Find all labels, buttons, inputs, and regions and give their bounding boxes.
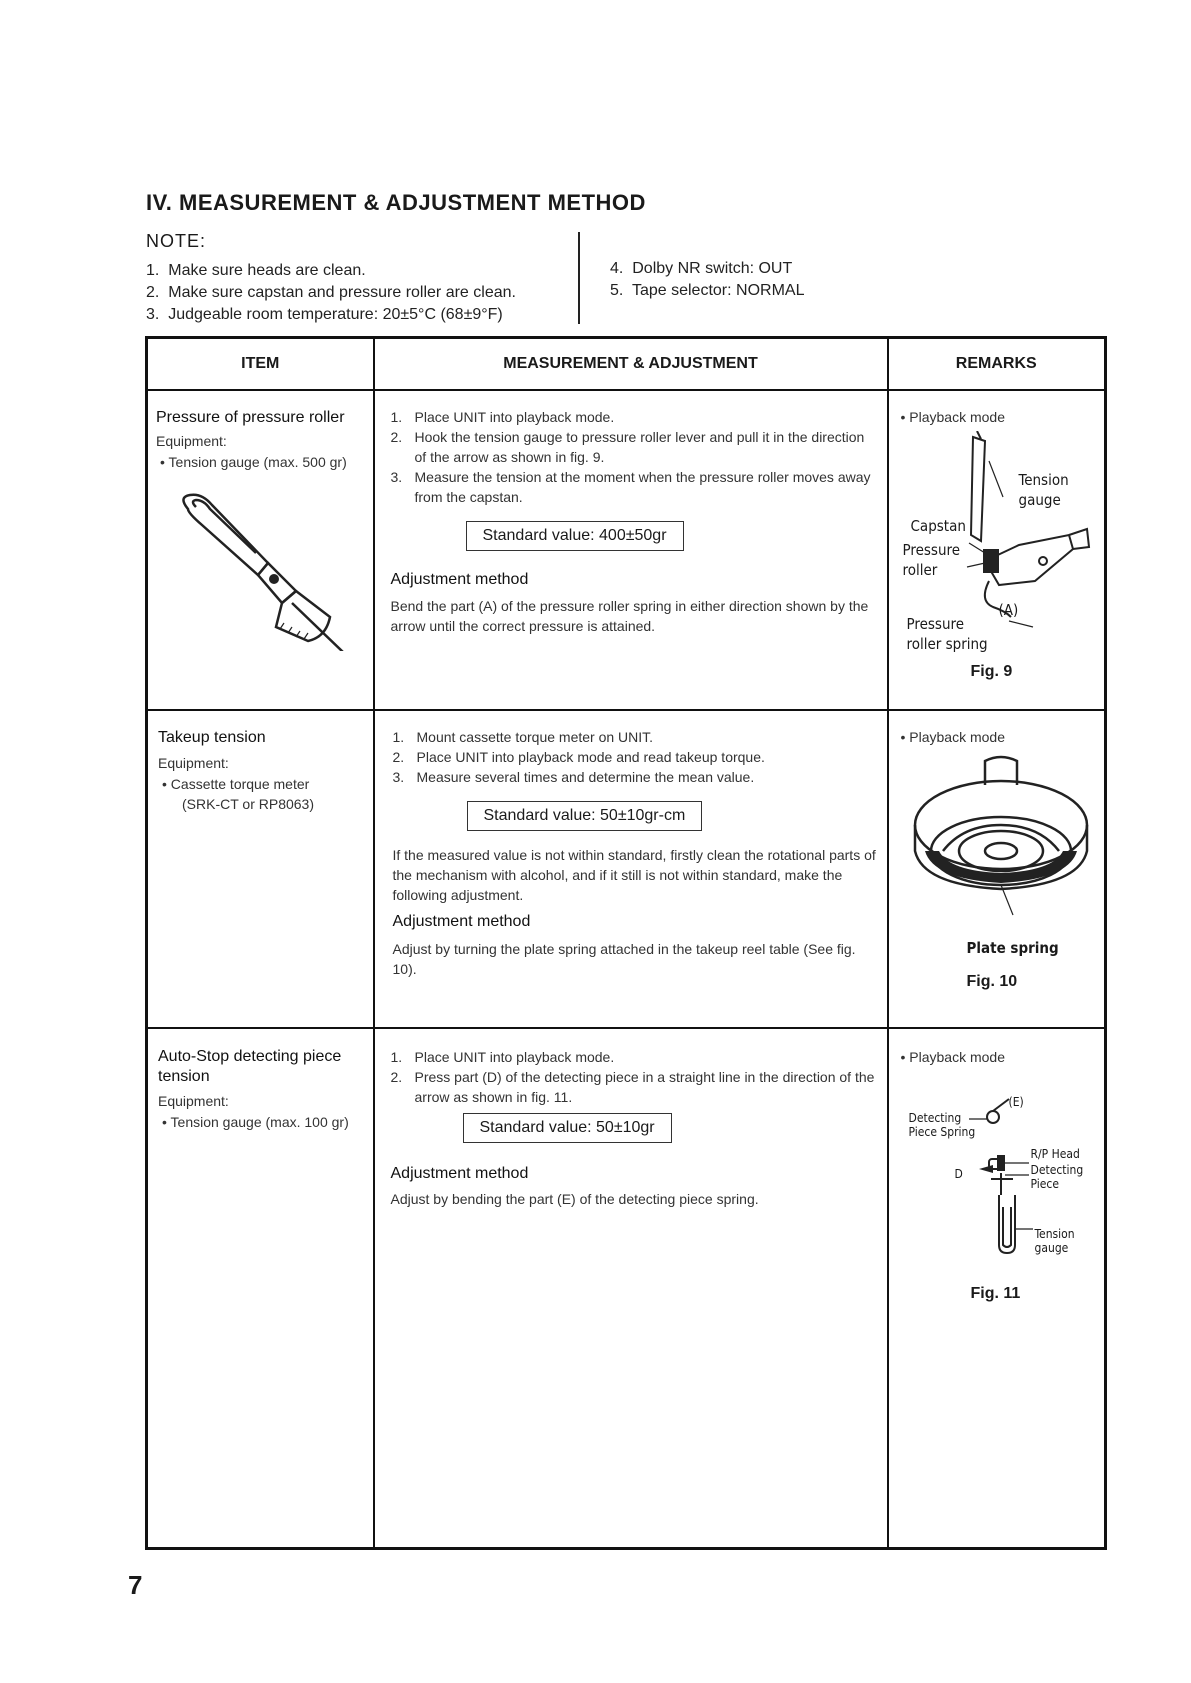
header-item: ITEM bbox=[147, 338, 374, 391]
list-item: 3. Measure several times and determine the mean value. bbox=[392, 769, 755, 785]
list-item: 2. Place UNIT into playback mode and read takeup torque. bbox=[392, 749, 765, 765]
fig-label-piece-spring: Piece Spring bbox=[908, 1125, 976, 1139]
item-cell bbox=[147, 390, 374, 710]
table-row bbox=[147, 1028, 1106, 1549]
header-remarks: REMARKS bbox=[888, 338, 1106, 391]
figure-label: Fig. 11 bbox=[970, 1285, 1021, 1302]
remark-text: • Playback mode bbox=[900, 409, 1006, 425]
equipment-label: Equipment: bbox=[158, 755, 229, 771]
steps-list bbox=[391, 1047, 875, 1107]
header-method: MEASUREMENT & ADJUSTMENT bbox=[374, 338, 888, 391]
list-item: 2. Press part (D) of the detecting piece in a straight line in the direction of the arrow as shown in fig. 11. bbox=[390, 1069, 875, 1105]
fig-label-pressure-2: Pressure bbox=[906, 615, 965, 633]
fig-label-plate-spring: Plate spring bbox=[966, 939, 1059, 957]
pressure-roller-diagram bbox=[949, 431, 1099, 631]
adjustment-text: Bend the part (A) of the pressure roller spring in either direction shown by the arrow until the correct pressure is attained. bbox=[390, 598, 869, 634]
fig-label-gauge: gauge bbox=[1034, 1241, 1069, 1255]
fig-label-pressure: Pressure bbox=[902, 541, 961, 559]
standard-value-box: Standard value: 400±50gr bbox=[466, 521, 684, 551]
item-title: Pressure of pressure roller bbox=[156, 409, 345, 426]
method-cell bbox=[374, 390, 888, 710]
list-item: 3. Measure the tension at the moment when the pressure roller moves away from the capstan. bbox=[390, 469, 871, 505]
remarks-cell bbox=[888, 390, 1106, 710]
equipment-label: Equipment: bbox=[158, 1093, 229, 1109]
adjustment-text: Adjust by turning the plate spring attached in the takeup reel table (See fig. 10). bbox=[392, 941, 856, 977]
note-label: NOTE: bbox=[146, 231, 207, 251]
item-cell bbox=[147, 710, 374, 1028]
standard-value-box: Standard value: 50±10gr-cm bbox=[467, 801, 703, 831]
fig-label-gauge: gauge bbox=[1018, 491, 1061, 509]
list-item: 1. Mount cassette torque meter on UNIT. bbox=[392, 729, 654, 745]
item-title: Takeup tension bbox=[158, 729, 266, 746]
notes-divider bbox=[578, 232, 580, 324]
list-item: 1. Place UNIT into playback mode. bbox=[390, 1049, 615, 1065]
fig-label-capstan: Capstan bbox=[910, 517, 966, 535]
page-title: IV. MEASUREMENT & ADJUSTMENT METHOD bbox=[146, 190, 646, 215]
fig-label-detecting-piece: Detecting bbox=[1030, 1163, 1084, 1177]
remark-text: • Playback mode bbox=[900, 1049, 1006, 1065]
fig-label-roller: roller bbox=[902, 561, 938, 579]
fig-label-tension: Tension bbox=[1034, 1227, 1075, 1241]
adjustment-heading: Adjustment method bbox=[390, 1165, 529, 1182]
tension-gauge-illustration bbox=[176, 491, 346, 651]
fig-label-d: D bbox=[954, 1167, 963, 1181]
note-3: 3. Judgeable room temperature: 20±5°C (68±9°F) bbox=[146, 306, 503, 323]
equipment-text: • Tension gauge (max. 500 gr) bbox=[160, 454, 347, 470]
equipment-text: • Cassette torque meter bbox=[162, 776, 310, 792]
table-row bbox=[147, 710, 1106, 1028]
figure-label: Fig. 10 bbox=[966, 973, 1018, 990]
standard-value-box: Standard value: 50±10gr bbox=[463, 1113, 672, 1143]
list-item: 2. Hook the tension gauge to pressure roller lever and pull it in the direction of the arrow as shown in fig. 9. bbox=[390, 429, 865, 465]
note-2: 2. Make sure capstan and pressure roller are clean. bbox=[146, 284, 516, 301]
note-1: 1. Make sure heads are clean. bbox=[146, 262, 366, 279]
figure-label: Fig. 9 bbox=[970, 663, 1013, 680]
method-cell bbox=[374, 710, 888, 1028]
remarks-cell bbox=[888, 1028, 1106, 1549]
fig-label-roller-spring: roller spring bbox=[906, 635, 988, 653]
equipment-label: Equipment: bbox=[156, 433, 227, 449]
fig-label-a: (A) bbox=[998, 601, 1019, 619]
remarks-cell bbox=[888, 710, 1106, 1028]
equipment-text-2: (SRK-CT or RP8063) bbox=[182, 796, 315, 812]
adjustment-heading: Adjustment method bbox=[392, 913, 531, 930]
adjustment-text: Adjust by bending the part (E) of the detecting piece spring. bbox=[390, 1191, 759, 1207]
note-4: 4. Dolby NR switch: OUT bbox=[610, 260, 793, 277]
steps-list bbox=[393, 727, 877, 787]
note-5: 5. Tape selector: NORMAL bbox=[610, 282, 805, 299]
fig-label-e: (E) bbox=[1008, 1095, 1024, 1109]
item-cell bbox=[147, 1028, 374, 1549]
table-row bbox=[147, 390, 1106, 710]
takeup-reel-table-diagram bbox=[903, 755, 1093, 935]
fig-label-detecting: Detecting bbox=[908, 1111, 962, 1125]
steps-list bbox=[391, 407, 875, 507]
page-number: 7 bbox=[128, 1570, 143, 1600]
fig-label-piece: Piece bbox=[1030, 1177, 1059, 1191]
list-item: 1. Place UNIT into playback mode. bbox=[390, 409, 615, 425]
method-cell bbox=[374, 1028, 888, 1549]
table-header-row bbox=[147, 338, 1106, 391]
item-title: Auto-Stop detecting piece tension bbox=[158, 1048, 342, 1085]
remark-text: • Playback mode bbox=[900, 729, 1006, 745]
note-text: If the measured value is not within standard, firstly clean the rotational parts of the mechanism with alcohol, and if it still is not within standard, make the following adjustment. bbox=[392, 847, 876, 903]
adjustment-heading: Adjustment method bbox=[390, 571, 529, 588]
fig-label-rp-head: R/P Head bbox=[1030, 1147, 1080, 1161]
equipment-text: • Tension gauge (max. 100 gr) bbox=[162, 1114, 349, 1130]
fig-label-tension: Tension bbox=[1018, 471, 1069, 489]
adjustment-table bbox=[145, 336, 1107, 1550]
